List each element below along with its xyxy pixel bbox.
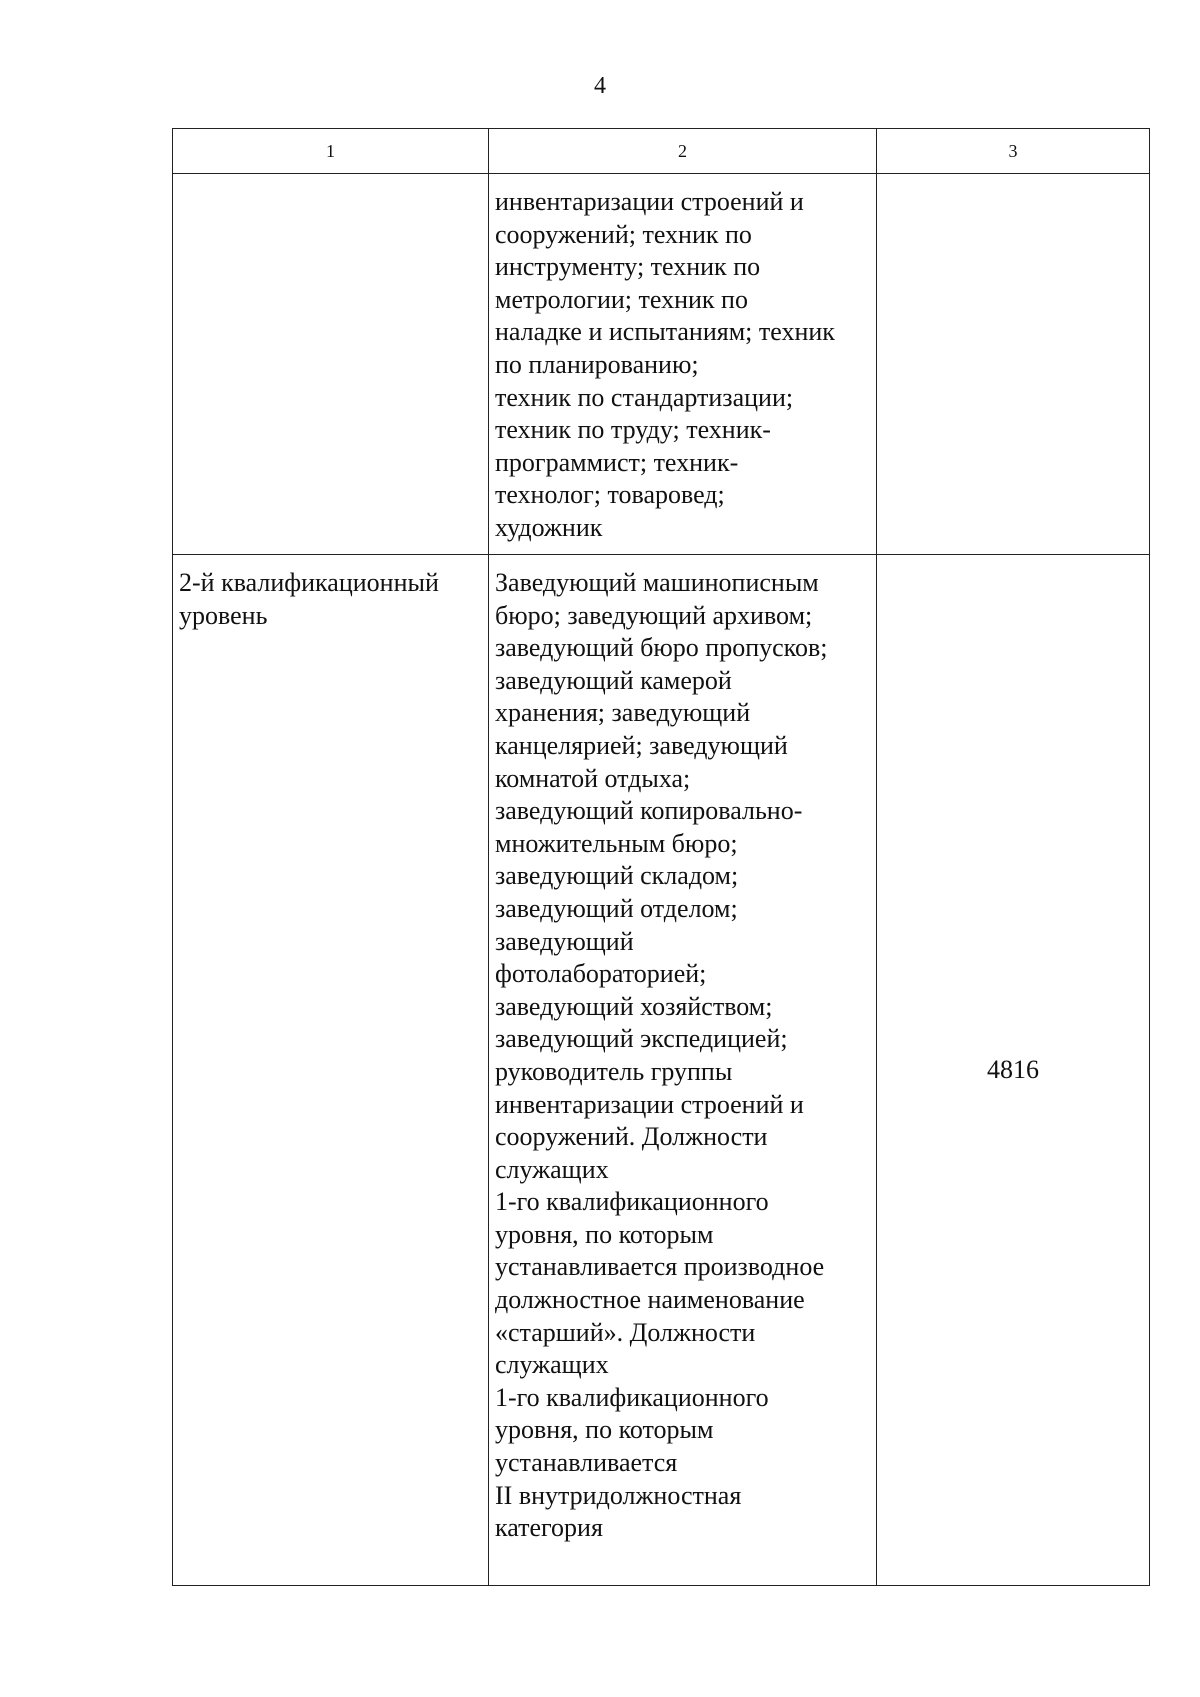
positions-line: хранения; заведующий [495, 698, 751, 728]
positions-line: фотолабораторией; [495, 959, 707, 989]
positions-line: техник по труду; техник- [495, 415, 771, 445]
salary-cell: 4816 [877, 555, 1150, 1586]
positions-line: уровня, по которым [495, 1219, 714, 1249]
table-row [173, 174, 1150, 555]
positions-line: заведующий отделом; [495, 893, 738, 923]
positions-line: бюро; заведующий архивом; [495, 600, 813, 630]
header-cell-1: 1 [173, 129, 489, 174]
positions-line: должностное наименование [495, 1285, 805, 1315]
positions-line: устанавливается производное [495, 1252, 825, 1282]
positions-line: 1-го квалификационного [495, 1382, 769, 1412]
header-cell-3: 3 [877, 129, 1150, 174]
positions-line: уровня, по которым [495, 1415, 714, 1445]
positions-line: служащих [495, 1350, 609, 1380]
salary-cell [877, 174, 1150, 555]
positions-line: технолог; товаровед; [495, 480, 725, 510]
positions-line: заведующий экспедицией; [495, 1024, 788, 1054]
qualification-table [172, 128, 1150, 1586]
positions-line: комнатой отдыха; [495, 763, 691, 793]
positions-line: категория [495, 1513, 603, 1543]
table-header-row [173, 129, 1150, 174]
positions-line: заведующий камерой [495, 665, 732, 695]
level-line: уровень [179, 600, 268, 630]
positions-line: заведующий [495, 926, 634, 956]
positions-line: канцелярией; заведующий [495, 730, 788, 760]
positions-line: инвентаризации строений и [495, 187, 804, 216]
positions-line: сооружений. Должности [495, 1122, 768, 1152]
table-row [173, 555, 1150, 1586]
page-number: 4 [594, 73, 606, 99]
positions-line: метрологии; техник по [495, 284, 748, 314]
level-cell [173, 174, 489, 555]
header-cell-2: 2 [489, 129, 877, 174]
positions-line: заведующий складом; [495, 861, 739, 891]
positions-line: программист; техник- [495, 447, 739, 477]
level-line: 2-й квалификационный [179, 568, 439, 597]
positions-line: заведующий копировально- [495, 796, 803, 826]
positions-line: руководитель группы [495, 1056, 733, 1086]
positions-cell [489, 555, 877, 1586]
positions-line: устанавливается [495, 1448, 678, 1478]
positions-line: инструменту; техник по [495, 252, 761, 282]
positions-line: художник [495, 512, 603, 542]
level-cell [173, 555, 489, 1586]
positions-line: сооружений; техник по [495, 219, 752, 249]
positions-line: заведующий хозяйством; [495, 991, 773, 1021]
positions-line: техник по стандартизации; [495, 382, 794, 412]
positions-line: «старший». Должности [495, 1317, 756, 1347]
positions-line: 1-го квалификационного [495, 1187, 769, 1217]
positions-line: инвентаризации строений и [495, 1089, 804, 1119]
positions-line: по планированию; [495, 349, 699, 379]
positions-line: Заведующий машинописным [495, 568, 819, 597]
positions-line: служащих [495, 1154, 609, 1184]
positions-line: заведующий бюро пропусков; [495, 633, 828, 663]
positions-line: множительным бюро; [495, 828, 738, 858]
positions-line: наладке и испытаниям; техник [495, 317, 835, 347]
positions-line: II внутридолжностная [495, 1480, 742, 1510]
positions-cell [489, 174, 877, 555]
